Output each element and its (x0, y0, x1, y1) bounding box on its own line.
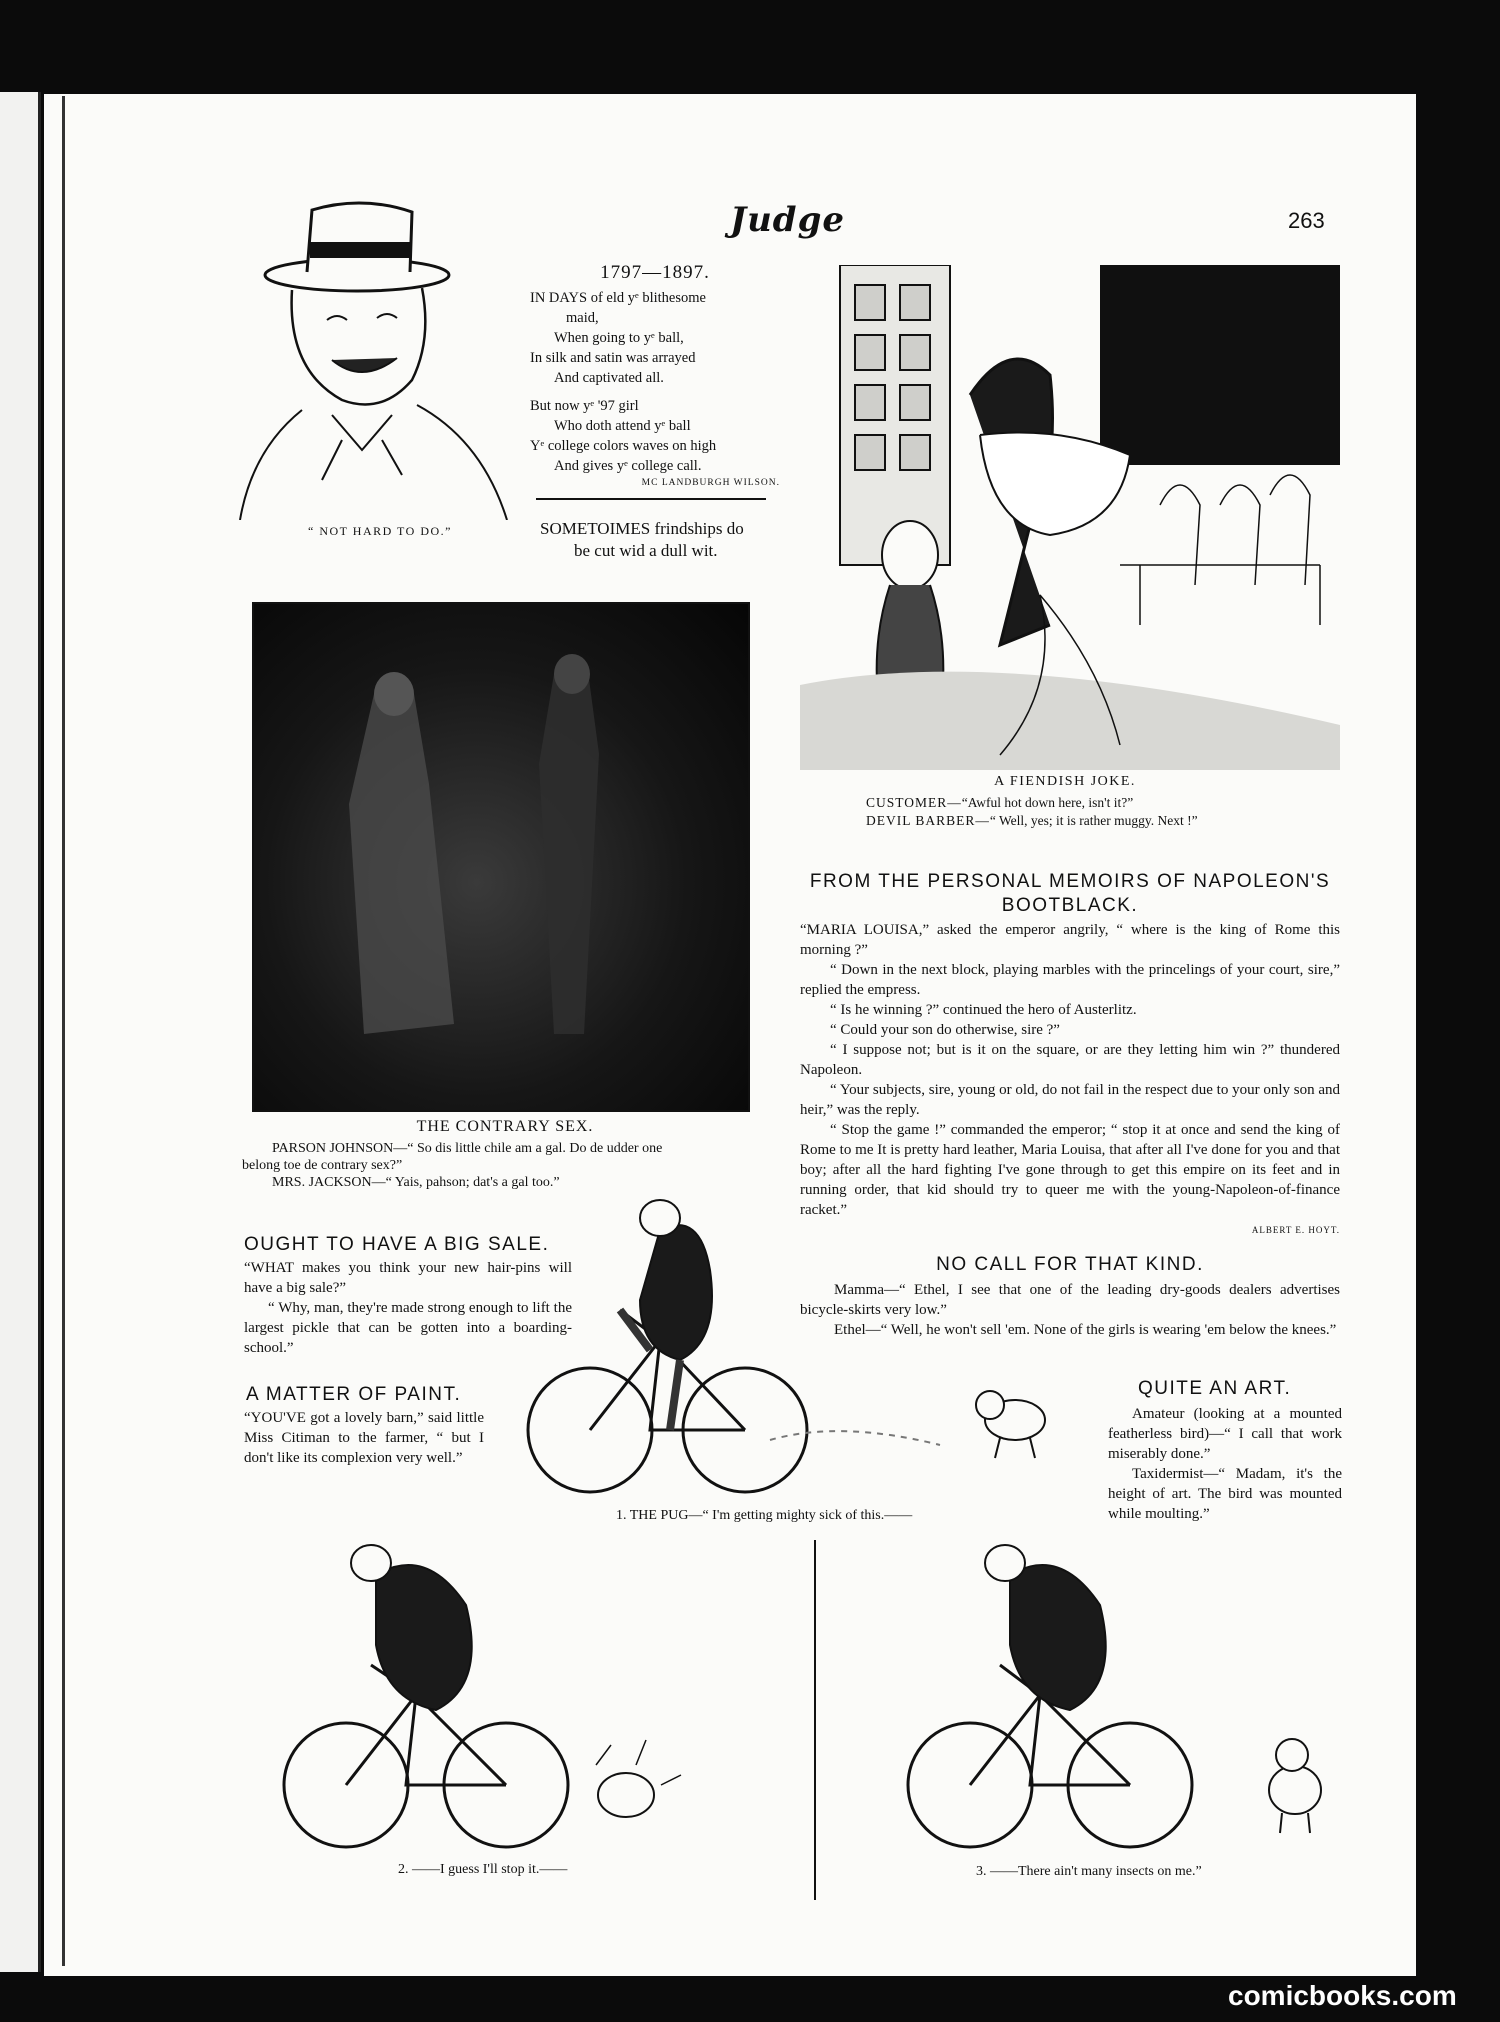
bike-caption-3: 3. ——There ain't many insects on me.” (976, 1864, 1202, 1879)
poem-line: And captivated all. (554, 370, 664, 386)
poem-line: Yᵉ college colors waves on high (530, 438, 717, 454)
napoleon-title-1: FROM THE PERSONAL MEMOIRS OF NAPOLEON'S (809, 871, 1331, 892)
fiendish-dialogue (866, 794, 1316, 830)
fiendish-title: A FIENDISH JOKE. (994, 774, 1136, 789)
contrary-line-2: belong toe de contrary sex?” (242, 1158, 403, 1173)
facing-page-edge (0, 92, 41, 1972)
poem-line: In silk and satin was arrayed (530, 350, 696, 366)
bicycle-cartoon-3 (890, 1535, 1350, 1865)
watermark: comicbooks.com (1228, 1980, 1457, 2011)
speaker-devil-barber: DEVIL BARBER— (866, 813, 990, 828)
napoleon-author: ALBERT E. HOYT. (1251, 1225, 1340, 1235)
contrary-title: THE CONTRARY SEX. (416, 1118, 594, 1135)
poem-stanza-2 (530, 396, 780, 476)
art-title: QUITE AN ART. (1138, 1378, 1292, 1399)
bigsale-paragraph: “ Why, man, they're made strong enough to lift the largest pickle that can be gotten into a boarding-school.” (244, 1300, 572, 1356)
poem-line: maid, (566, 310, 599, 326)
devil-barber-line: “ Well, yes; it is rather muggy. Next !” (989, 813, 1198, 828)
nocall-paragraph: Mamma—“ Ethel, I see that one of the leading dry-goods dealers advertises bicycle-skirts very low.” (800, 1282, 1340, 1318)
nocall-title: NO CALL FOR THAT KIND. (936, 1254, 1204, 1275)
sometoimes-joke (540, 518, 780, 562)
bike-caption-2: 2. ——I guess I'll stop it.—— (398, 1862, 568, 1877)
napoleon-title-2: BOOTBLACK. (1001, 895, 1139, 916)
bigsale-paragraph: “WHAT makes you think your new hair-pins will have a big sale?” (244, 1260, 572, 1296)
poem-line: IN DAYS of eld yᵉ blithesome (530, 290, 706, 306)
art-body (1108, 1404, 1342, 1524)
paint-title: A MATTER OF PAINT. (246, 1384, 462, 1405)
nocall-paragraph: Ethel—“ Well, he won't sell 'em. None of the girls is wearing 'em below the knees.” (834, 1322, 1337, 1338)
masthead: Judge (730, 200, 845, 240)
poem-block (530, 262, 780, 488)
customer-line: “Awful hot down here, isn't it?” (961, 795, 1134, 810)
napoleon-paragraph: “ I suppose not; but is it on the square, or are they letting him win ?” thundered Napoleon. (800, 1042, 1340, 1078)
contrary-line-1: PARSON JOHNSON—“ So dis little chile am a gal. Do de udder one (272, 1141, 663, 1156)
bicycle-cartoon-2 (266, 1535, 706, 1865)
napoleon-heading (800, 870, 1340, 918)
poem-line: When going to yᵉ ball, (554, 330, 684, 346)
poem-stanza-1 (530, 288, 780, 388)
napoleon-paragraph: “ Your subjects, sire, young or old, do not fail in the respect due to your only son and heir,” was the reply. (800, 1082, 1340, 1118)
poem-line: But now yᵉ '97 girl (530, 398, 639, 414)
napoleon-paragraph: “ Down in the next block, playing marbles with the princelings of your court, sire,” replied the empress. (800, 962, 1340, 998)
contrary-sex-photo (252, 602, 750, 1112)
paint-paragraph: “YOU'VE got a lovely barn,” said little Miss Citiman to the farmer, “ but I don't like its complexion very well.” (244, 1410, 484, 1466)
paint-body (244, 1408, 484, 1468)
photo-figures (254, 604, 748, 1110)
bigsale-title: OUGHT TO HAVE A BIG SALE. (244, 1234, 550, 1255)
poem-line: And gives yᵉ college call. (554, 458, 702, 474)
napoleon-paragraph: “ Is he winning ?” continued the hero of Austerlitz. (830, 1002, 1137, 1018)
contrary-dialogue (242, 1140, 762, 1191)
contrary-line-3: MRS. JACKSON—“ Yais, pahson; dat's a gal too.” (272, 1175, 560, 1190)
poem-author: MC LANDBURGH WILSON. (641, 478, 780, 488)
poem-line: Who doth attend yᵉ ball (554, 418, 691, 434)
page-number: 263 (1288, 208, 1325, 233)
bike-caption-1: 1. THE PUG—“ I'm getting mighty sick of this.—— (616, 1508, 913, 1523)
speaker-customer: CUSTOMER— (866, 795, 962, 810)
panel-divider (814, 1540, 816, 1900)
sometoimes-line-1: SOMETOIMES frindships do (540, 519, 744, 538)
napoleon-paragraph: “ Stop the game !” commanded the emperor; “ stop it at once and send the king of Rome to me It is pretty hard leather, Maria Louisa, that after all I've done for you and that boy; after all the hard fighting I've gone through to get this empire on its feet and in running order, that kid should try to queer me with the young-Napoleon-of-finance racket.” (800, 1122, 1340, 1218)
bicycle-cartoon-1 (520, 1190, 1080, 1510)
devil-barber-illustration (800, 265, 1340, 770)
old-man-cartoon (232, 200, 512, 520)
art-paragraph: Taxidermist—“ Madam, it's the height of art. The bird was mounted while moulting.” (1108, 1466, 1342, 1522)
divider (536, 498, 766, 500)
poem-title: 1797—1897. (600, 262, 710, 283)
sometoimes-line-2: be cut wid a dull wit. (574, 541, 718, 560)
art-paragraph: Amateur (looking at a mounted featherless bird)—“ I call that work miserably done.” (1108, 1406, 1342, 1462)
napoleon-paragraph: “MARIA LOUISA,” asked the emperor angrily, “ where is the king of Rome this morning ?” (800, 922, 1340, 958)
page-gutter-line (62, 96, 65, 1966)
napoleon-paragraph: “ Could your son do otherwise, sire ?” (830, 1022, 1060, 1038)
old-man-caption: “ NOT HARD TO DO.” (308, 524, 452, 538)
